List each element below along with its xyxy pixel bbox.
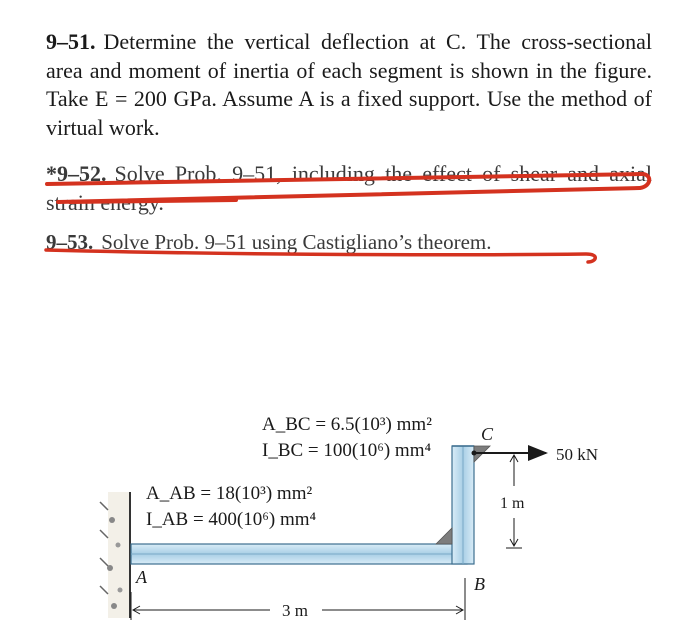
ab-inertia-label: I_AB = 400(10⁶) mm⁴ [146,509,317,530]
point-a-label: A [136,567,147,587]
member-ab [131,544,467,564]
problem-9-51-number: 9–51. [46,29,96,54]
bc-area-label: A_BC = 6.5(10³) mm² [262,414,432,435]
problem-9-53-number: 9–53. [46,230,94,254]
height-dimension-label: 1 m [500,495,525,512]
gusset-corner-b [436,528,452,544]
load-label: 50 kN [556,445,599,464]
problem-9-53-text: Solve Prob. 9–51 using Castigliano’s theorem. [101,230,492,254]
point-c-label: C [481,424,494,444]
problem-9-52-number: *9–52. [46,161,107,186]
member-bc [452,446,474,564]
point-b-label: B [474,574,485,594]
problem-9-51-text: Determine the vertical deflection at C. The cross-sectional area and moment of inertia of each segment is shown in the figure. Take E = 200 GPa. Assume A is a fixed support. Use the method of virtual work. [46,29,652,140]
fixed-support-wall [100,492,130,618]
length-dimension-label: 3 m [282,601,308,620]
problem-9-52-text: Solve Prob. 9–51, including the effect of shear and axial strain energy. [46,161,652,215]
ab-area-label: A_AB = 18(10³) mm² [146,483,313,504]
bc-inertia-label: I_BC = 100(10⁶) mm⁴ [262,440,432,461]
